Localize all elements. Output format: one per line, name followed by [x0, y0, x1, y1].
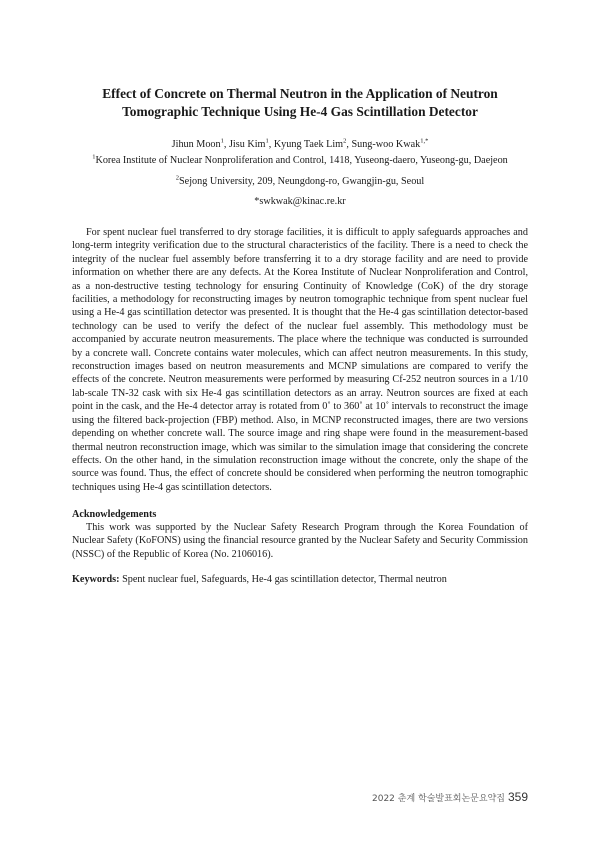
- author-name: Kyung Taek Lim: [273, 139, 344, 150]
- acknowledgements-heading: Acknowledgements: [72, 509, 157, 520]
- author-name: Jihun Moon: [171, 139, 221, 150]
- author-affil-mark: 2: [343, 137, 347, 145]
- page-footer: [372, 790, 528, 806]
- keywords-line: [72, 573, 528, 586]
- author-affil-mark: 1,*: [420, 137, 429, 145]
- abstract-body: For spent nuclear fuel transferred to dry storage facilities, it is difficult to apply safeguards approaches and long-term integrity verification due to the structural characteristics of the facility. There is a need to check the integrity of the nuclear fuel assembly before transferring it to a dry storage facility and are need to provide information on whether there are any defects. At the Korea Institute of Nuclear Nonproliferation and Control, as a non-destructive testing technology for ensuring Continuity of Knowledge (CoK) of the dry storage facilities, a methodology for reconstructing images by neutron tomographic technique from spent nuclear fuel using a He-4 gas scintillation detector was presented. It is thought that the He-4 gas scintillation detector-based technology can be used to verify the defect of the nuclear fuel assembly. This methodology must be accompanied by accurate neutron measurements. The place where the technique was conducted is surrounded by a concrete wall. Concrete contains water molecules, which can affect neutron measurements. In this study, reconstruction images based on neutron measurements and MCNP simulations are compared to verify the effects of the concrete. Neutron measurements were performed by measuring Cf-252 neutron sources in a 1/10 lab-scale TN-32 cask with six He-4 gas scintillation detectors as an array. Neutron sources are fixed at each point in the cask, and the He-4 detector array is rotated from 0˚ to 360˚ at 10˚ intervals to reconstruct the image using the filtered back-projection (FBP) method. Also, in MCNP reconstructed images, there are two versions depending on whether concrete wall. The source image and ring shape were found in the measurement-based thermal neutron reconstruction image, which was similar to the simulation image that considering the concrete effects. On the other hand, in the simulation reconstruction image without the concrete, only the shape of the source was found. Thus, the effect of concrete should be considered when performing the neutron tomographic techniques using He-4 gas scintillation detectors.: [72, 227, 528, 493]
- title-line-1: Effect of Concrete on Thermal Neutron in the Application of Neutron: [102, 86, 498, 101]
- affiliation-text: Sejong University, 209, Neungdong-ro, Gwangjin-gu, Seoul: [179, 176, 425, 187]
- affiliation-text: Korea Institute of Nuclear Nonproliferation and Control, 1418, Yuseong-daero, Yuseong-gu, Daejeon: [95, 155, 508, 166]
- author-name: Jisu Kim: [228, 139, 266, 150]
- corresponding-email: *swkwak@kinac.re.kr: [254, 196, 346, 207]
- affiliation: [30, 154, 570, 167]
- keywords-label: Keywords:: [72, 574, 120, 585]
- author-affil-mark: 1: [220, 137, 224, 145]
- page-number: 359: [507, 790, 528, 804]
- author-name: Sung-woo Kwak: [351, 139, 421, 150]
- author-list: Jihun Moon$^1$, Jisu Kim$^1$, Kyung Taek Lim$^2$, Sung-woo Kwak$^{1,*}$: [171, 137, 429, 150]
- acknowledgements-body: This work was supported by the Nuclear Safety Research Program through the Korea Foundation of Nuclear Safety (KoFONS) using the financial resource granted by the Nuclear Safety and Security Commission (NSSC) of the Republic of Korea (No. 2106016).: [72, 522, 528, 560]
- affiliation-mark: 1: [92, 153, 96, 161]
- keywords-text: Spent nuclear fuel, Safeguards, He-4 gas scintillation detector, Thermal neutron: [122, 574, 447, 585]
- affiliation-mark: 2: [175, 174, 179, 182]
- title-line-2: Tomographic Technique Using He-4 Gas Scintillation Detector: [122, 104, 478, 119]
- paper-title: [60, 85, 540, 121]
- footer-proceedings-title: 2022 춘계 학술발표회논문요약집: [372, 794, 505, 804]
- affiliation: [30, 175, 570, 188]
- author-affil-mark: 1: [265, 137, 269, 145]
